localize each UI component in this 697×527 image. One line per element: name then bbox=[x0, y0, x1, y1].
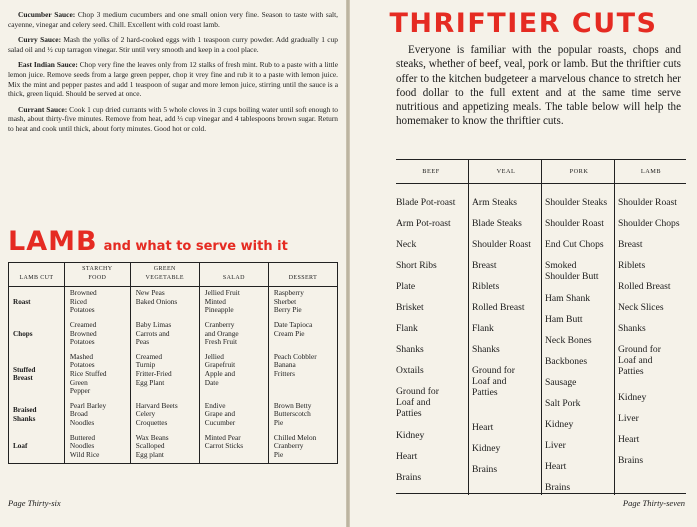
cut-item: Kidney bbox=[618, 392, 647, 403]
lamb-heading-subtitle: and what to serve with it bbox=[103, 239, 288, 254]
table-row bbox=[9, 351, 338, 400]
cell-salad: Cranberry and Orange Fresh Fruit bbox=[199, 319, 268, 351]
cut-item: Oxtails bbox=[396, 365, 424, 376]
cut-item: Shoulder Roast bbox=[545, 218, 604, 229]
cut-item: Neck Slices bbox=[618, 302, 664, 313]
sauce-name: Cucumber Sauce: bbox=[18, 10, 76, 19]
cut-item: Shoulder Roast bbox=[472, 239, 531, 250]
table-row bbox=[9, 432, 338, 464]
cut-item: Neck bbox=[396, 239, 417, 250]
cut-item: Ham Shank bbox=[545, 293, 591, 304]
cut-item: Neck Bones bbox=[545, 335, 592, 346]
cut-item: Ground for Loaf and Patties bbox=[396, 386, 439, 420]
cell-dessert: Peach Cobbler Banana Fritters bbox=[268, 351, 337, 400]
cell-starchy: Pearl Barley Broad Noodles bbox=[64, 400, 130, 432]
column-divider bbox=[614, 160, 615, 495]
column-header: VEAL bbox=[496, 168, 516, 175]
cut-item: Shanks bbox=[472, 344, 500, 355]
cut-item: Liver bbox=[545, 440, 566, 451]
cell-green: Wax Beans Scalloped Egg plant bbox=[130, 432, 199, 464]
cut-item: Brains bbox=[618, 455, 644, 466]
cell-salad: Jellied Grapefruit Apple and Date bbox=[199, 351, 268, 400]
sauce-text: Mash the yolks of 2 hard-cooked eggs with 1 teaspoon curry powder. Add gradually 1 cup salad oil and ½ cup tarragon vinegar. Stir until very smooth and keep in a cool place. bbox=[8, 35, 338, 54]
cell-dessert: Brown Betty Butterscotch Pie bbox=[268, 400, 337, 432]
cut-item: Shoulder Steaks bbox=[545, 197, 608, 208]
cell-cut: Loaf bbox=[13, 442, 28, 451]
cut-item: Flank bbox=[472, 323, 494, 334]
cell-cut: Roast bbox=[13, 297, 31, 306]
cut-item: Rolled Breast bbox=[618, 281, 671, 292]
cell-starchy: Creamed Browned Potatoes bbox=[64, 319, 130, 351]
cut-item: Short Ribs bbox=[396, 260, 437, 271]
right-page bbox=[350, 0, 697, 527]
thriftier-cuts-table bbox=[396, 159, 686, 494]
column-header: LAMB bbox=[640, 168, 662, 175]
cut-item: Shoulder Roast bbox=[618, 197, 677, 208]
sauce-text: Chop very fine the leaves only from 12 stalks of fresh mint. Rub to a paste with a little lemon juice. Remove seeds from a large green pepper, chop it vrey fine and rub it to a paste with lemon juice. Mix the mint and pepper pastes and add 1 teaspoon of sugar and more lemon juice, stirring until the sauce is a thick, green liquid. Should be served at once. bbox=[8, 60, 338, 99]
cell-dessert: Raspberry Sherbet Berry Pie bbox=[268, 287, 337, 319]
lamb-heading bbox=[8, 226, 338, 257]
page-number: Page Thirty-seven bbox=[622, 498, 685, 508]
page-number: Page Thirty-six bbox=[8, 498, 61, 508]
table-header-row bbox=[9, 263, 338, 287]
cut-item: Blade Steaks bbox=[472, 218, 522, 229]
cell-starchy: Buttered Noodles Wild Rice bbox=[64, 432, 130, 464]
cut-item: Shanks bbox=[618, 323, 646, 334]
cut-item: Smoked Shoulder Butt bbox=[545, 260, 599, 283]
lamb-heading-title: LAMB bbox=[8, 226, 98, 257]
column-header: PORK bbox=[569, 168, 589, 175]
cell-cut: Stuffed Breast bbox=[13, 365, 36, 383]
cut-item: Brains bbox=[472, 464, 498, 475]
column-header: GREEN VEGETABLE bbox=[130, 263, 199, 287]
cut-item: Rolled Breast bbox=[472, 302, 525, 313]
cut-item: Arm Steaks bbox=[472, 197, 518, 208]
cut-item: Riblets bbox=[472, 281, 500, 292]
column-header: LAMB CUT bbox=[9, 263, 65, 287]
intro-paragraph: Everyone is familiar with the popular roasts, chops and steaks, whether of beef, veal, pork or lamb. But the thriftier cuts offer to the kitchen budgeteer a marvelous chance to stretch her food dollar to the full extent and at the same time serve nutritious and appetizing meals. The table below will help the homemaker to know the thriftier cuts. bbox=[396, 44, 681, 128]
cell-dessert: Chilled Melon Cranberry Pie bbox=[268, 432, 337, 464]
sauce-name: East Indian Sauce: bbox=[18, 60, 78, 70]
cut-item: Arm Pot-roast bbox=[396, 218, 451, 229]
sauce-text: Cook 1 cup dried currants with 5 whole cloves in 3 cups boiling water until soft enough to mash, about thirty-five minutes. Remove from heat, add ⅓ cup vinegar and 4 tablespoons brown sugar. Return to heat and cook until thick, about forty minutes. Good hot or cold. bbox=[8, 104, 339, 133]
left-page bbox=[0, 0, 346, 527]
sauce-text: Chop 3 medium cucumbers and one small onion very fine. Season to taste with salt, cayenne, vinegar and celery seed. Chill. Excellent with cold roast lamb. bbox=[8, 10, 338, 29]
cut-item: Heart bbox=[545, 461, 567, 472]
cut-item: Brains bbox=[396, 472, 422, 483]
cut-item: Ground for Loaf and Patties bbox=[472, 365, 515, 399]
sauce-recipe bbox=[8, 35, 338, 54]
cut-item: Plate bbox=[396, 281, 416, 292]
sauce-recipe bbox=[8, 10, 338, 29]
cell-cut: Chops bbox=[13, 329, 33, 338]
cut-item: Riblets bbox=[618, 260, 646, 271]
sauce-recipes bbox=[8, 10, 338, 140]
lamb-menu-table bbox=[8, 262, 338, 464]
cell-salad: Minted Pear Carrot Sticks bbox=[199, 432, 268, 464]
cell-dessert: Date Tapioca Cream Pie bbox=[268, 319, 337, 351]
cut-item: Flank bbox=[396, 323, 418, 334]
cut-item: Heart bbox=[472, 422, 494, 433]
column-header: DESSERT bbox=[268, 263, 337, 287]
cut-item: Brains bbox=[545, 482, 571, 493]
cut-item: Ground for Loaf and Patties bbox=[618, 344, 661, 378]
cell-salad: Jellied Fruit Minted Pineapple bbox=[199, 287, 268, 319]
sauce-name: Curry Sauce: bbox=[18, 35, 62, 45]
cut-item: Heart bbox=[396, 451, 418, 462]
column-header: SALAD bbox=[199, 263, 268, 287]
column-header: BEEF bbox=[422, 168, 440, 175]
cut-item: Sausage bbox=[545, 377, 577, 388]
cell-salad: Endive Grape and Cucumber bbox=[199, 400, 268, 432]
sauce-recipe bbox=[8, 105, 338, 134]
cut-item: Shanks bbox=[396, 344, 424, 355]
cut-item: Blade Pot-roast bbox=[396, 197, 456, 208]
cut-item: Kidney bbox=[396, 430, 425, 441]
cut-item: Backbones bbox=[545, 356, 588, 367]
cut-item: Kidney bbox=[545, 419, 574, 430]
cell-green: Harvard Beets Celery Croquettes bbox=[130, 400, 199, 432]
cell-green: New Peas Baked Onions bbox=[130, 287, 199, 319]
table-row bbox=[9, 400, 338, 432]
column-header: STARCHY FOOD bbox=[64, 263, 130, 287]
cut-item: Liver bbox=[618, 413, 639, 424]
cut-item: Shoulder Chops bbox=[618, 218, 680, 229]
column-divider bbox=[468, 160, 469, 495]
table-row bbox=[9, 287, 338, 319]
cut-item: Breast bbox=[618, 239, 643, 250]
page-title: THRIFTIER CUTS bbox=[389, 8, 658, 39]
cell-starchy: Mashed Potatoes Rice Stuffed Green Pepper bbox=[64, 351, 130, 400]
cut-item: End Cut Chops bbox=[545, 239, 604, 250]
table-row bbox=[9, 319, 338, 351]
cut-item: Kidney bbox=[472, 443, 501, 454]
sauce-recipe bbox=[8, 60, 338, 98]
cut-item: Brisket bbox=[396, 302, 424, 313]
cell-cut: Braised Shanks bbox=[13, 406, 37, 423]
cut-item: Heart bbox=[618, 434, 640, 445]
cell-green: Creamed Turnip Fritter-Fried Egg Plant bbox=[130, 351, 199, 400]
cell-starchy: Browned Riced Potatoes bbox=[64, 287, 130, 319]
cut-item: Salt Pork bbox=[545, 398, 581, 409]
sauce-name: Currant Sauce: bbox=[18, 104, 68, 114]
cut-item: Ham Butt bbox=[545, 314, 583, 325]
cell-green: Baby Limas Carrots and Peas bbox=[130, 319, 199, 351]
cut-item: Breast bbox=[472, 260, 497, 271]
column-divider bbox=[541, 160, 542, 495]
